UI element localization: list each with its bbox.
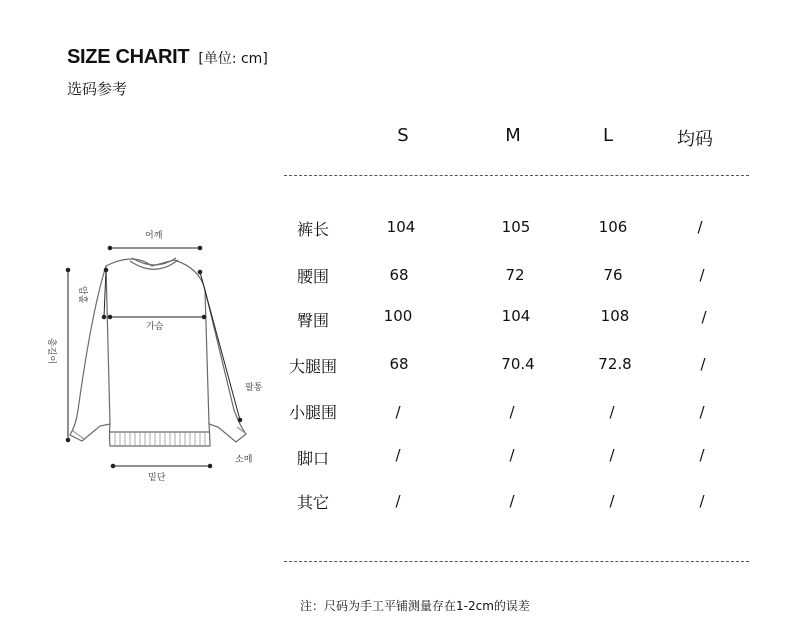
table-cell: 108 (600, 307, 630, 325)
row-label: 小腿围 (289, 403, 338, 422)
col-header-s: S (397, 125, 409, 146)
col-header-m: M (505, 125, 521, 146)
sweater-diagram (40, 220, 280, 490)
unit-text: [单位: cm] (198, 51, 268, 67)
table-cell: 106 (598, 218, 628, 236)
table-cell: / (699, 492, 705, 510)
table-cell: / (609, 403, 615, 421)
hem-label: 밑단 (148, 473, 166, 483)
shoulder-label: 어깨 (145, 231, 163, 241)
row-label: 脚口 (297, 449, 330, 468)
measurement-note: 注：尺码为手工平铺测量存在1-2cm的误差 (300, 599, 530, 613)
subtitle: 选码参考 (67, 80, 128, 98)
table-cell: 70.4 (501, 355, 535, 373)
table-cell: 68 (389, 355, 409, 373)
table-cell: / (609, 446, 615, 464)
table-cell: 68 (389, 266, 409, 284)
col-header-free: 均码 (677, 129, 713, 150)
table-cell: / (509, 446, 515, 464)
table-cell: / (699, 266, 705, 284)
size-chart-title (67, 46, 268, 69)
table-cell: 100 (383, 307, 413, 325)
table-cell: 76 (603, 266, 623, 284)
row-label: 其它 (297, 493, 330, 512)
sweater-outline (40, 220, 280, 490)
table-cell: / (395, 492, 401, 510)
table-cell: / (697, 218, 703, 236)
table-cell: / (509, 403, 515, 421)
armhole-label: 암홀 (77, 286, 87, 304)
table-cell: / (509, 492, 515, 510)
table-cell: / (701, 308, 707, 326)
divider-top (284, 175, 749, 176)
table-cell: 72 (505, 266, 525, 284)
table-cell: / (609, 492, 615, 510)
divider-bottom (284, 561, 749, 562)
table-cell: 105 (501, 218, 531, 236)
table-cell: / (699, 403, 705, 421)
cuff-label: 소매 (235, 455, 253, 465)
row-label: 腰围 (297, 267, 330, 286)
table-cell: / (395, 446, 401, 464)
row-label: 臀围 (297, 311, 330, 330)
table-cell: 104 (386, 218, 416, 236)
col-header-l: L (602, 125, 614, 146)
length-label: 총길이 (46, 338, 56, 365)
table-cell: 104 (501, 307, 531, 325)
row-label: 裤长 (297, 220, 330, 239)
row-label: 大腿围 (289, 357, 338, 376)
table-cell: / (700, 355, 706, 373)
table-cell: / (699, 446, 705, 464)
sleeve-label: 팔통 (245, 383, 263, 393)
table-cell: / (395, 403, 401, 421)
title-text: SIZE CHARIT (67, 46, 190, 68)
chest-label: 가슴 (146, 322, 164, 332)
table-cell: 72.8 (598, 355, 632, 373)
